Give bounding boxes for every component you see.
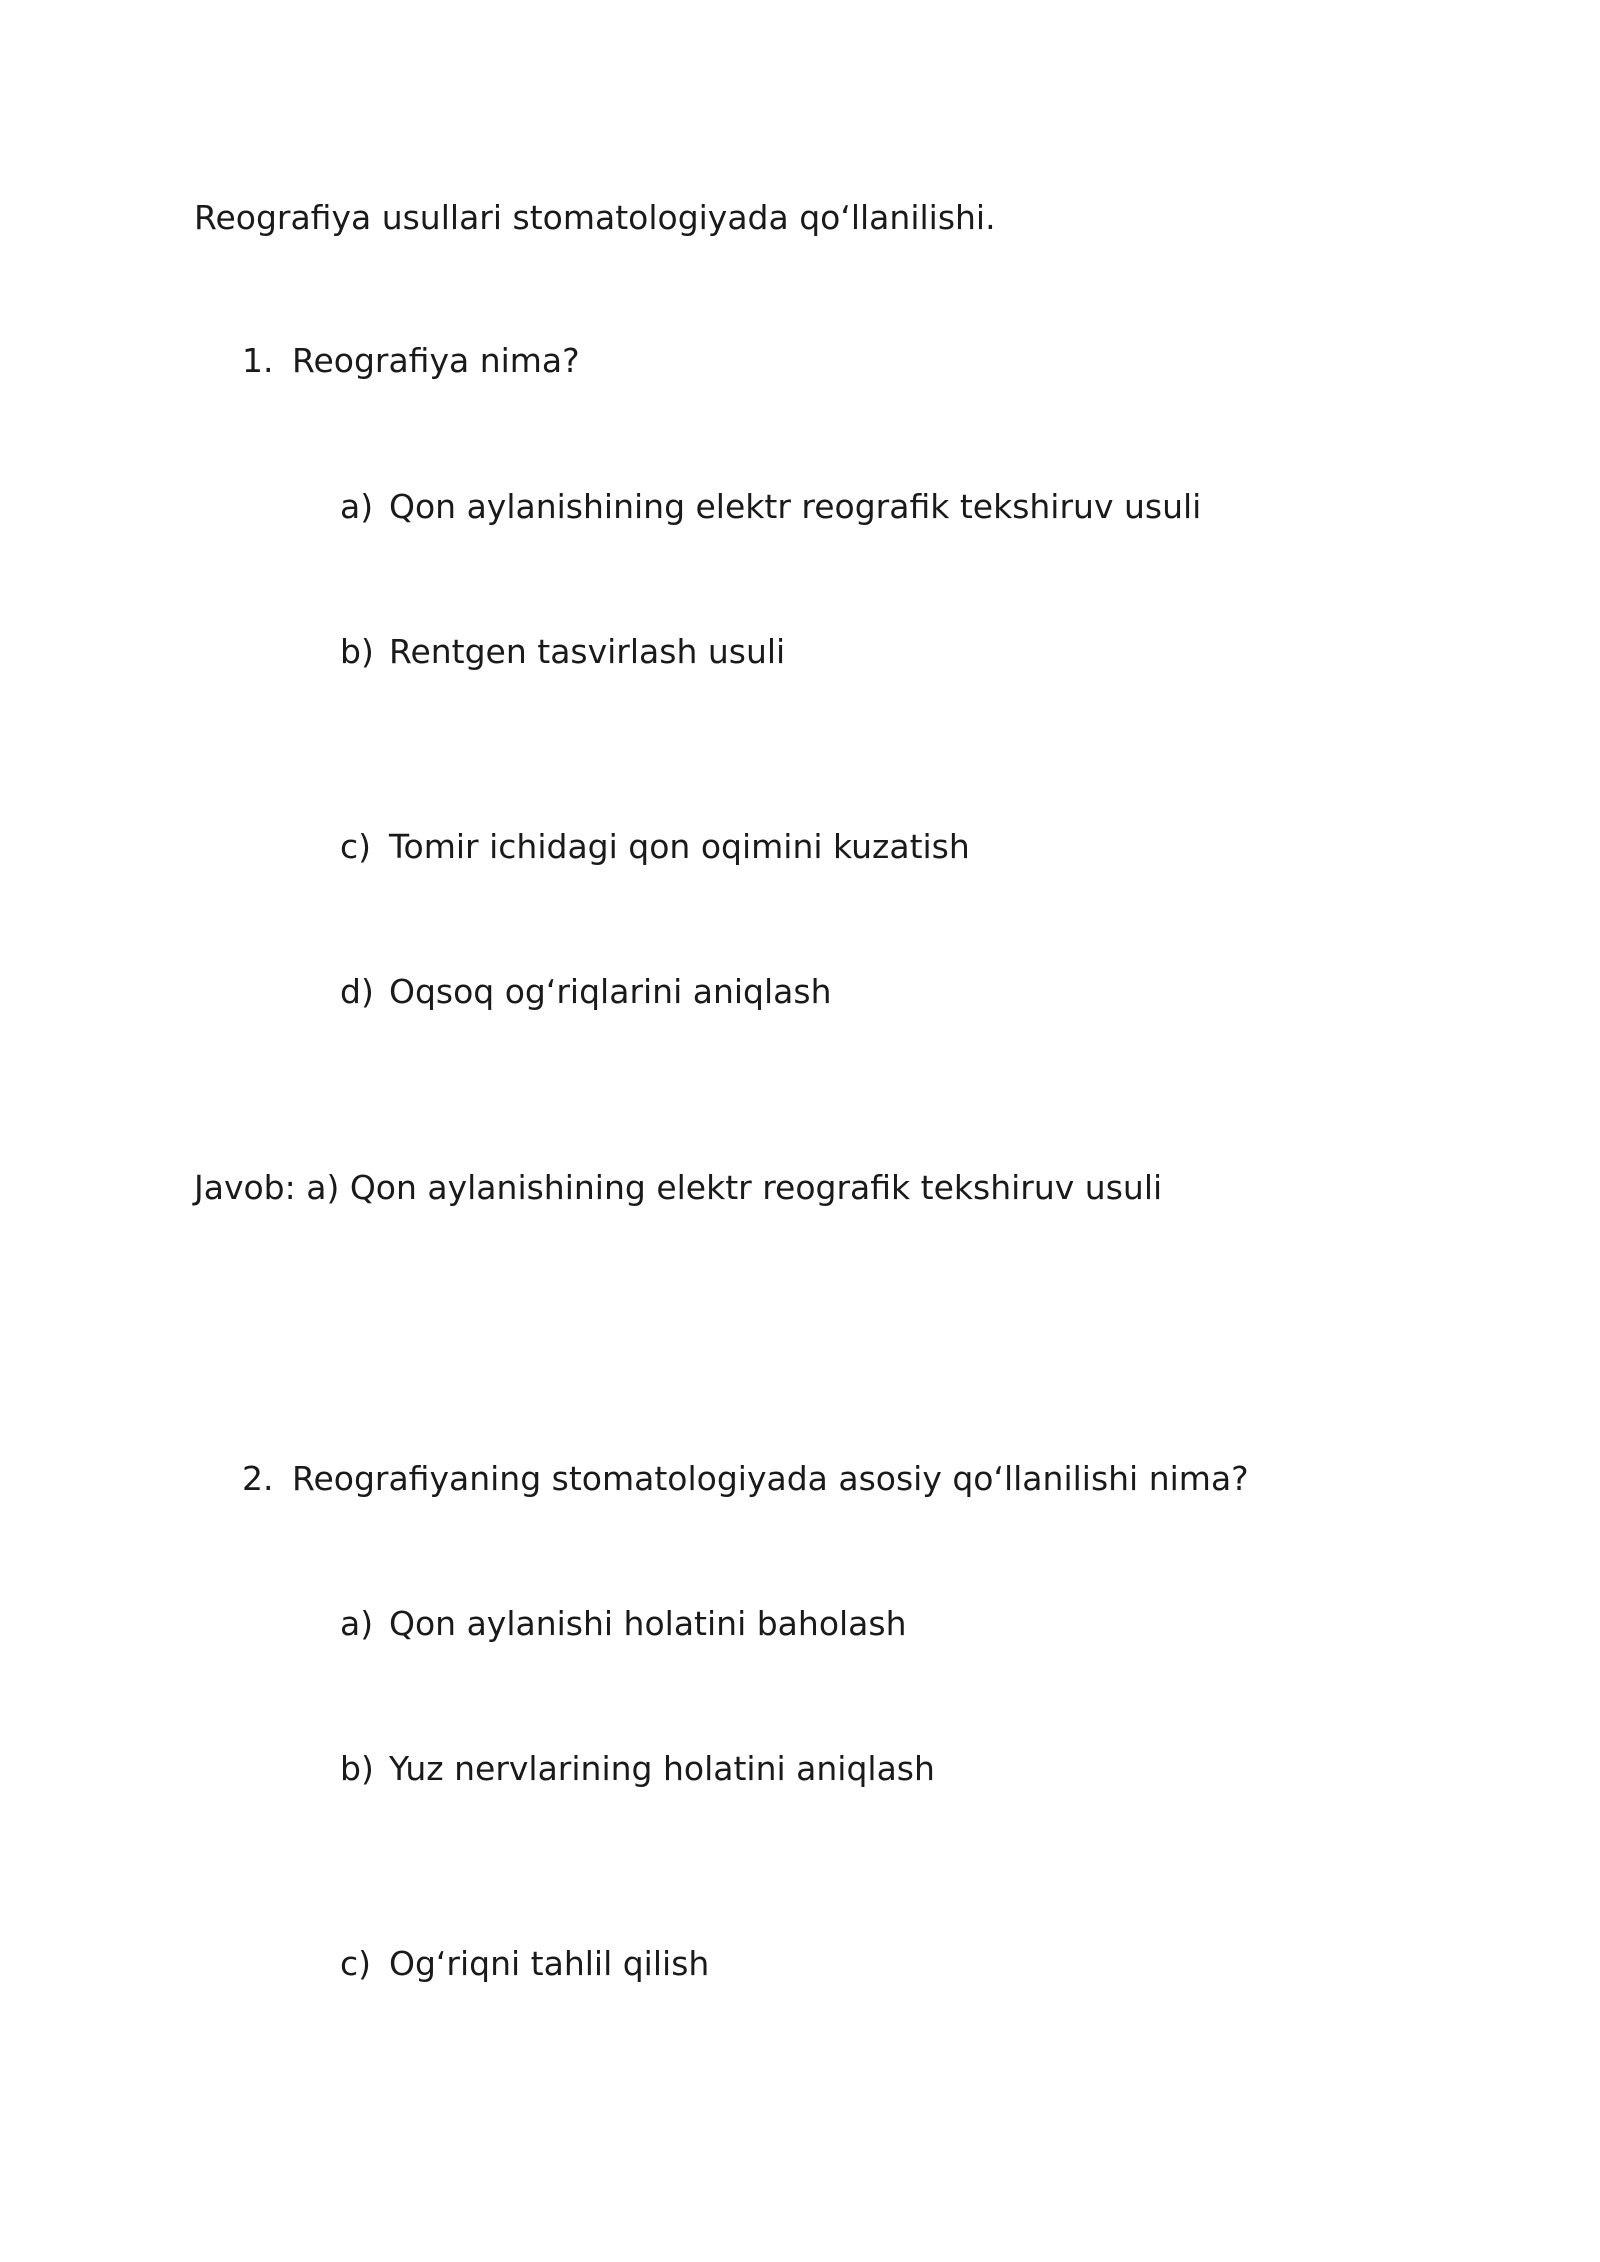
- question-1-option-b-marker: b): [340, 632, 374, 671]
- question-2-option-c-marker: c): [340, 1944, 372, 1983]
- question-1-option-c-marker: c): [340, 827, 372, 866]
- question-2-text: Reografiyaning stomatologiyada asosiy qo‘llanilishi nima?: [292, 1459, 1249, 1498]
- question-2-option-b-marker: b): [340, 1749, 374, 1788]
- question-1-option-d: Oqsoq og‘riqlarini aniqlash: [389, 972, 832, 1011]
- question-1-option-a-marker: a): [340, 487, 374, 526]
- question-1-option-c: Tomir ichidagi qon oqimini kuzatish: [389, 827, 970, 866]
- question-1-answer: Javob: a) Qon aylanishining elektr reografik tekshiruv usuli: [194, 1168, 1163, 1207]
- question-2-option-a: Qon aylanishi holatini baholash: [389, 1604, 907, 1643]
- question-1-text: Reografiya nima?: [292, 341, 580, 380]
- question-1-option-a: Qon aylanishining elektr reografik tekshiruv usuli: [389, 487, 1202, 526]
- document-title: Reografiya usullari stomatologiyada qo‘llanilishi.: [194, 198, 996, 237]
- question-2-option-c: Og‘riqni tahlil qilish: [389, 1944, 710, 1983]
- question-1-option-b: Rentgen tasvirlash usuli: [389, 632, 786, 671]
- question-1-number: 1.: [242, 341, 274, 380]
- question-1-option-d-marker: d): [340, 972, 374, 1011]
- question-2-number: 2.: [242, 1459, 274, 1498]
- question-2-option-a-marker: a): [340, 1604, 374, 1643]
- question-2-option-b: Yuz nervlarining holatini aniqlash: [389, 1749, 935, 1788]
